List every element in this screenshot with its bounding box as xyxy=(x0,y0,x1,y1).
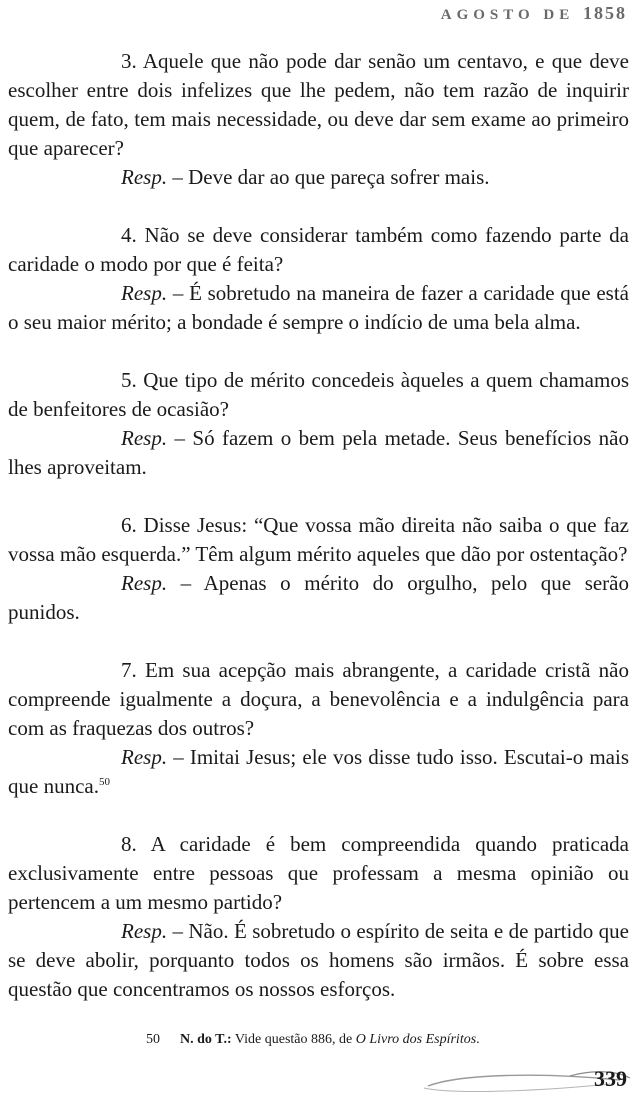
question-number: 5. xyxy=(121,368,137,392)
resp-label: Resp. xyxy=(121,165,168,189)
resp-label: Resp. xyxy=(121,919,168,943)
page-number: 339 xyxy=(594,1066,627,1091)
question-text: Não se deve considerar também como fazendo parte da caridade o modo por que é feita? xyxy=(8,223,630,276)
question-text: Que tipo de mérito concedeis àqueles a quem chamamos de benfeitores de ocasião? xyxy=(8,368,629,421)
question-number: 3. xyxy=(121,49,137,73)
question-block xyxy=(8,656,629,801)
question-block xyxy=(8,366,629,482)
running-head-year: 1858 xyxy=(583,3,627,23)
answer-text: – Não. É sobretudo o espírito de seita e de partido que se deve abolir, porquanto todos os homens são irmãos. É sobre essa questão que concentramos os nossos esforços. xyxy=(8,919,630,1001)
question-block xyxy=(8,47,629,192)
question-text: Disse Jesus: “Que vossa mão direita não saiba o que faz vossa mão esquerda.” Têm algum mérito aqueles que dão por ostentação? xyxy=(8,513,630,566)
answer-paragraph xyxy=(8,743,629,801)
question-text: Em sua acepção mais abrangente, a caridade cristã não compreende igualmente a doçura, a benevolência e a indulgência para com as fraquezas dos outros? xyxy=(8,658,629,740)
running-head xyxy=(441,3,627,24)
running-head-text: AGOSTO DE xyxy=(440,7,575,23)
question-text: Aquele que não pode dar senão um centavo, e que deve escolher entre dois infelizes que lhe pedem, não tem razão de inquirir quem, de fato, tem mais necessidade, ou deve dar sem exame ao primeiro que aparecer? xyxy=(8,49,629,160)
footnote-book-title: O Livro dos Espíritos xyxy=(355,1032,477,1047)
answer-paragraph xyxy=(8,917,629,1004)
answer-text: – Apenas o mérito do orgulho, pelo que serão punidos. xyxy=(8,571,629,624)
footnote-end: . xyxy=(476,1032,480,1047)
question-number: 6. xyxy=(121,513,137,537)
footnote-text: Vide questão 886, de xyxy=(234,1032,353,1047)
footnote-label: N. do T.: xyxy=(180,1032,232,1047)
question-paragraph xyxy=(8,511,629,569)
answer-paragraph xyxy=(8,424,629,482)
question-number: 8. xyxy=(121,832,137,856)
footnote xyxy=(146,1031,480,1049)
body-text xyxy=(8,47,629,1033)
footnote-number: 50 xyxy=(146,1032,160,1047)
question-paragraph xyxy=(8,366,629,424)
question-number: 4. xyxy=(121,223,137,247)
answer-text: – Deve dar ao que pareça sofrer mais. xyxy=(172,165,490,189)
answer-paragraph xyxy=(8,163,629,192)
question-paragraph xyxy=(8,830,629,917)
answer-paragraph xyxy=(8,569,629,627)
resp-label: Resp. xyxy=(121,426,168,450)
question-paragraph xyxy=(8,221,629,279)
question-paragraph xyxy=(8,47,629,163)
question-number: 7. xyxy=(121,658,137,682)
answer-text: – É sobretudo na maneira de fazer a caridade que está o seu maior mérito; a bondade é sempre o indício de uma bela alma. xyxy=(8,281,630,334)
answer-text: – Imitai Jesus; ele vos disse tudo isso. Escutai-o mais que nunca. xyxy=(8,745,630,798)
footnote-reference[interactable]: 50 xyxy=(98,776,110,788)
resp-label: Resp. xyxy=(121,281,168,305)
answer-paragraph xyxy=(8,279,629,337)
resp-label: Resp. xyxy=(121,745,168,769)
resp-label: Resp. xyxy=(121,571,168,595)
question-block xyxy=(8,221,629,337)
question-text: A caridade é bem compreendida quando praticada exclusivamente entre pessoas que professam a mesma opinião ou pertencem a um mesmo partido? xyxy=(8,832,629,914)
question-paragraph xyxy=(8,656,629,743)
question-block xyxy=(8,511,629,627)
question-block xyxy=(8,830,629,1004)
answer-text: – Só fazem o bem pela metade. Seus benefícios não lhes aproveitam. xyxy=(8,426,629,479)
